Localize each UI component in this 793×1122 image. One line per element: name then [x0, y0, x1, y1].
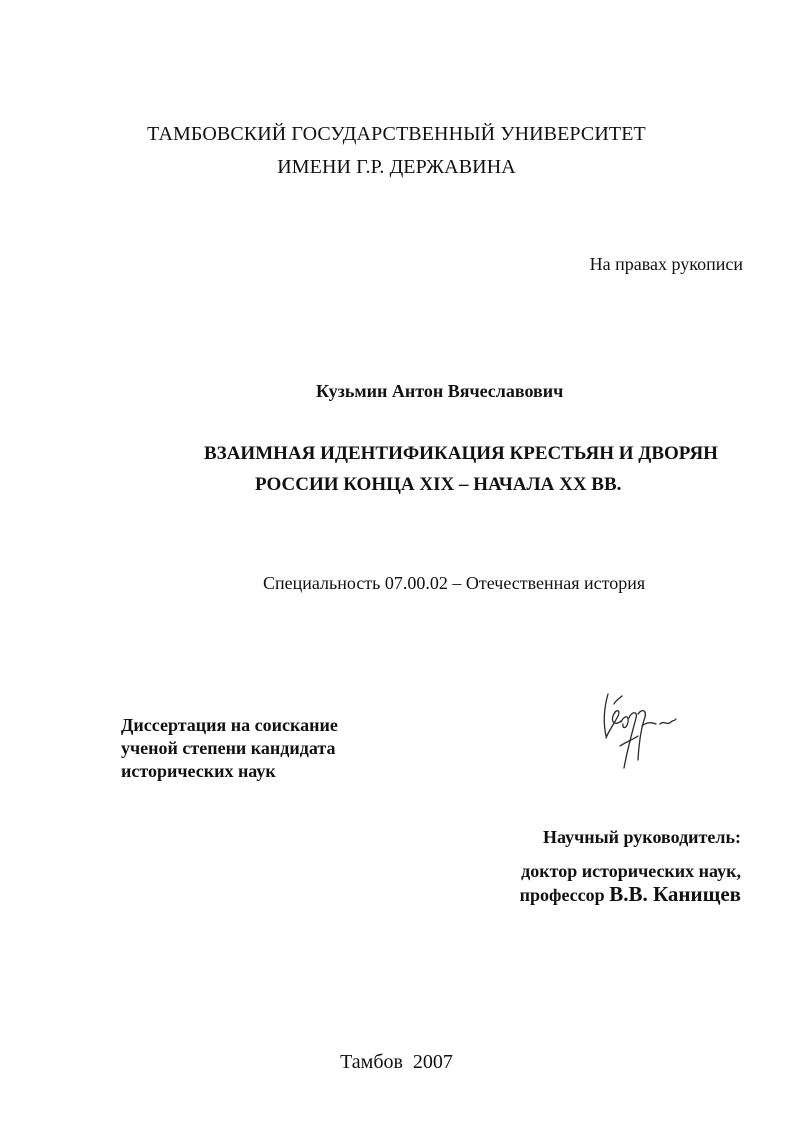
author-name: Кузьмин Антон Вячеславович [316, 381, 564, 401]
university-name-line2: ИМЕНИ Г.Р. ДЕРЖАВИНА [277, 156, 516, 178]
supervisor-label: Научный руководитель: [543, 827, 741, 847]
supervisor-title-prefix: профессор [519, 885, 610, 905]
city-year: Тамбов 2007 [340, 1051, 453, 1073]
dissertation-title-line1: ВЗАИМНАЯ ИДЕНТИФИКАЦИЯ КРЕСТЬЯН И ДВОРЯН [204, 443, 718, 464]
specialty-line: Специальность 07.00.02 – Отечественная история [263, 573, 646, 593]
manuscript-rights-note: На правах рукописи [589, 254, 743, 274]
signature-icon [594, 686, 678, 778]
dissertation-purpose-line3: исторических наук [121, 761, 276, 781]
supervisor-degree: доктор исторических наук, [521, 861, 741, 881]
supervisor-title-line [520, 884, 741, 905]
university-name-line1: ТАМБОВСКИЙ ГОСУДАРСТВЕННЫЙ УНИВЕРСИТЕТ [147, 123, 646, 145]
dissertation-purpose-line2: ученой степени кандидата [121, 738, 336, 758]
dissertation-title-line2: РОССИИ КОНЦА XIX – НАЧАЛА XX ВВ. [255, 474, 622, 495]
supervisor-name: В.В. Канищев [609, 882, 741, 906]
dissertation-purpose-line1: Диссертация на соискание [121, 715, 338, 735]
